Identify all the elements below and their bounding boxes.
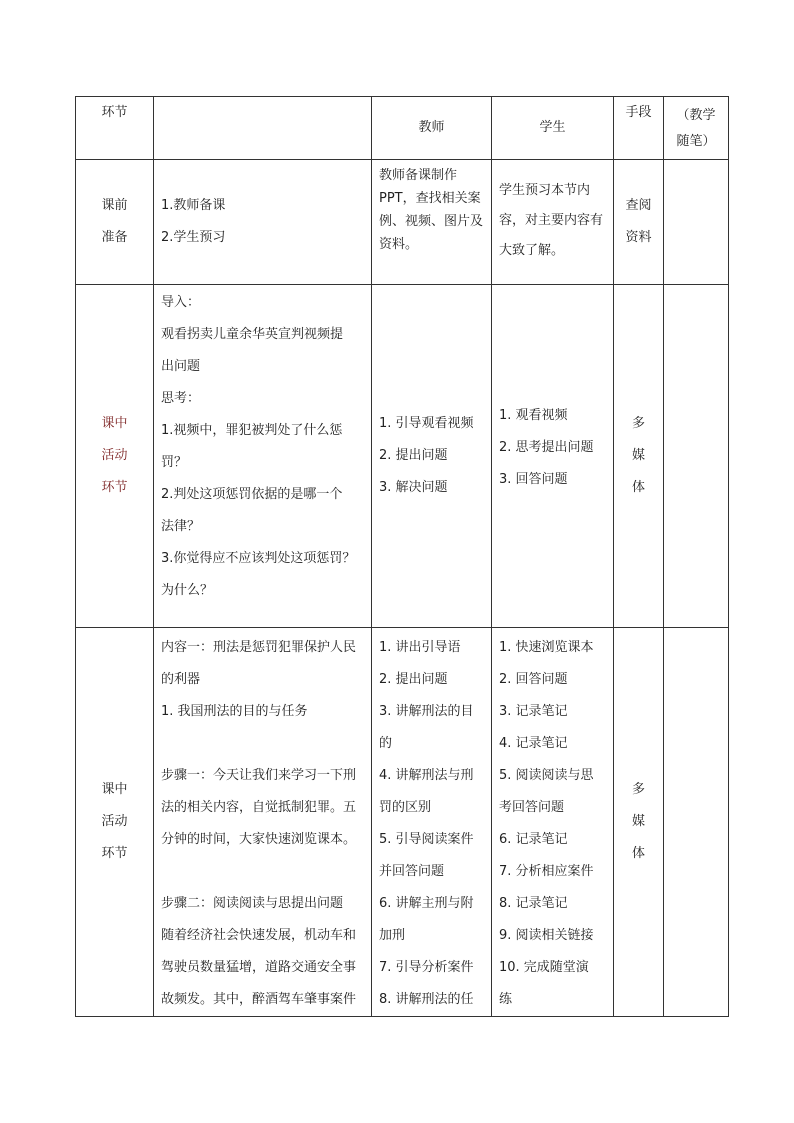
intro-means-line-3: 体 [631, 480, 645, 495]
main-teacher-line-11: 7. 引导分析案件 [379, 960, 474, 975]
intro-means [614, 285, 664, 628]
prep-student-line-3: 大致了解。 [499, 243, 565, 258]
main-teacher [372, 628, 492, 1017]
row-preparation [76, 160, 729, 285]
main-teacher-line-9: 6. 讲解主刑与附 [379, 896, 474, 911]
intro-stage-line-1: 课中 [101, 416, 128, 431]
intro-content-line-10: 为什么？ [161, 583, 214, 598]
prep-teacher-line-4: 资料。 [379, 237, 419, 252]
intro-means-line-2: 媒 [631, 448, 645, 463]
header-means-label: 手段 [625, 105, 652, 120]
main-content-line-7: 分钟的时间，大家快速浏览课本。 [161, 832, 357, 847]
main-teacher-line-4: 的 [379, 736, 393, 751]
prep-means [614, 160, 664, 285]
main-student-line-1: 1. 快速浏览课本 [499, 640, 594, 655]
intro-teacher-line-1: 1. 引导观看视频 [379, 416, 474, 431]
main-content-line-5: 步骤一：今天让我们来学习一下刑 [161, 768, 357, 783]
header-row [76, 97, 729, 160]
header-stage [76, 97, 154, 160]
main-notes [664, 628, 729, 1017]
prep-content [154, 160, 372, 285]
main-content-spacer-2 [161, 856, 366, 888]
main-content-line-3: 1. 我国刑法的目的与任务 [161, 704, 308, 719]
main-student-line-12: 练 [499, 992, 513, 1007]
prep-teacher-line-3: 例、视频、图片及 [379, 214, 484, 229]
main-teacher-line-1: 1. 讲出引导语 [379, 640, 461, 655]
main-content-line-6: 法的相关内容，自觉抵制犯罪。五 [161, 800, 357, 815]
intro-notes [664, 285, 729, 628]
intro-content-line-1: 导入： [161, 295, 201, 310]
main-teacher-line-8: 并回答问题 [379, 864, 445, 879]
main-content-line-9: 步骤二：阅读阅读与思提出问题 [161, 896, 344, 911]
main-student-line-3: 3. 记录笔记 [499, 704, 568, 719]
intro-content-line-2: 观看拐卖儿童余华英宣判视频提 [161, 327, 344, 342]
header-content [154, 97, 372, 160]
prep-stage [76, 160, 154, 285]
intro-content-line-3: 出问题 [161, 359, 201, 374]
main-means [614, 628, 664, 1017]
lesson-plan-table [75, 96, 729, 1017]
intro-student-line-3: 3. 回答问题 [499, 472, 568, 487]
intro-content-line-8: 法律？ [161, 519, 201, 534]
main-content-line-11: 驾驶员数量猛增，道路交通安全事 [161, 960, 357, 975]
header-means [614, 97, 664, 160]
main-teacher-line-3: 3. 讲解刑法的目 [379, 704, 474, 719]
header-notes-line-2: 随笔） [676, 134, 716, 149]
main-student-line-8: 7. 分析相应案件 [499, 864, 594, 879]
intro-content-line-9: 3.你觉得应不应该判处这项惩罚？ [161, 551, 356, 566]
prep-content-line-2: 2.学生预习 [161, 230, 226, 245]
prep-teacher [372, 160, 492, 285]
main-content [154, 628, 372, 1017]
main-teacher-line-2: 2. 提出问题 [379, 672, 448, 687]
intro-stage [76, 285, 154, 628]
main-content-line-2: 的利器 [161, 672, 201, 687]
row-intro [76, 285, 729, 628]
main-teacher-line-5: 4. 讲解刑法与刑 [379, 768, 474, 783]
main-means-line-3: 体 [631, 846, 645, 861]
prep-content-line-1: 1.教师备课 [161, 198, 226, 213]
main-teacher-line-12: 8. 讲解刑法的任 [379, 992, 474, 1007]
intro-content [154, 285, 372, 628]
prep-teacher-line-2: PPT，查找相关案 [379, 191, 481, 206]
intro-means-line-1: 多 [631, 416, 645, 431]
intro-stage-line-3: 环节 [101, 480, 128, 495]
prep-student-line-2: 容，对主要内容有 [499, 213, 604, 228]
main-means-line-1: 多 [631, 782, 645, 797]
intro-student-line-1: 1. 观看视频 [499, 408, 568, 423]
main-teacher-line-7: 5. 引导阅读案件 [379, 832, 474, 847]
main-stage-line-3: 环节 [101, 846, 128, 861]
intro-content-line-4: 思考： [161, 391, 201, 406]
header-teacher [372, 97, 492, 160]
header-student [492, 97, 614, 160]
main-stage [76, 628, 154, 1017]
intro-content-line-5: 1.视频中，罪犯被判处了什么惩 [161, 423, 343, 438]
intro-teacher [372, 285, 492, 628]
row-main [76, 628, 729, 1017]
intro-content-line-7: 2.判处这项惩罚依据的是哪一个 [161, 487, 343, 502]
main-teacher-line-6: 罚的区别 [379, 800, 432, 815]
prep-means-line-2: 资料 [625, 230, 652, 245]
prep-stage-line-2: 准备 [101, 230, 128, 245]
main-content-line-10: 随着经济社会快速发展，机动车和 [161, 928, 357, 943]
header-teacher-label: 教师 [418, 120, 445, 135]
header-notes-line-1: （教学 [676, 108, 716, 123]
main-stage-line-1: 课中 [101, 782, 128, 797]
main-student-line-10: 9. 阅读相关链接 [499, 928, 594, 943]
main-student-line-4: 4. 记录笔记 [499, 736, 568, 751]
main-student-line-6: 考回答问题 [499, 800, 565, 815]
intro-teacher-line-3: 3. 解决问题 [379, 480, 448, 495]
header-notes [664, 97, 729, 160]
main-content-spacer-1 [161, 728, 366, 760]
main-student [492, 628, 614, 1017]
main-student-line-5: 5. 阅读阅读与思 [499, 768, 594, 783]
main-student-line-7: 6. 记录笔记 [499, 832, 568, 847]
main-student-line-11: 10. 完成随堂演 [499, 960, 589, 975]
prep-teacher-line-1: 教师备课制作 [379, 168, 458, 183]
main-student-line-9: 8. 记录笔记 [499, 896, 568, 911]
intro-content-line-6: 罚？ [161, 455, 188, 470]
header-stage-label: 环节 [101, 105, 128, 120]
intro-teacher-line-2: 2. 提出问题 [379, 448, 448, 463]
intro-stage-line-2: 活动 [101, 448, 128, 463]
header-student-label: 学生 [539, 120, 566, 135]
main-stage-line-2: 活动 [101, 814, 128, 829]
prep-student [492, 160, 614, 285]
prep-stage-line-1: 课前 [101, 198, 128, 213]
main-content-line-12: 故频发。其中，醉酒驾车肇事案件 [161, 992, 357, 1007]
prep-means-line-1: 查阅 [625, 198, 652, 213]
intro-student-line-2: 2. 思考提出问题 [499, 440, 594, 455]
main-teacher-line-10: 加刑 [379, 928, 406, 943]
intro-student [492, 285, 614, 628]
prep-notes [664, 160, 729, 285]
main-content-line-1: 内容一：刑法是惩罚犯罪保护人民 [161, 640, 357, 655]
main-means-line-2: 媒 [631, 814, 645, 829]
main-student-line-2: 2. 回答问题 [499, 672, 568, 687]
prep-student-line-1: 学生预习本节内 [499, 183, 591, 198]
